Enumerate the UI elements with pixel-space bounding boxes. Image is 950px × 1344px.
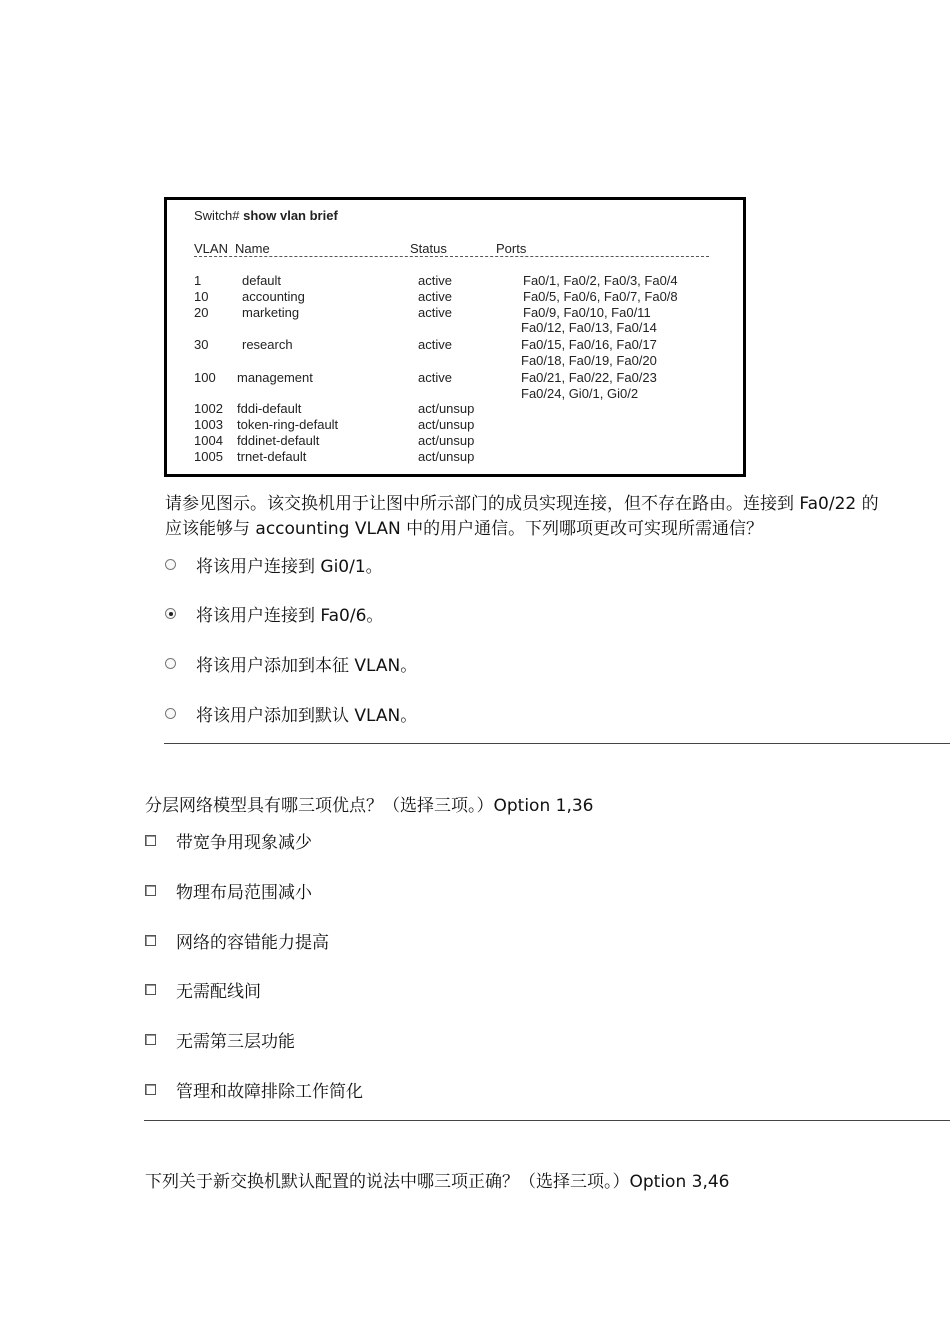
option-label: 将该用户添加到默认 VLAN。 [196,706,418,726]
row-vlan: 1005 [194,449,223,464]
row-ports: Fa0/1, Fa0/2, Fa0/3, Fa0/4 [523,273,678,288]
question2-option-6[interactable] [145,1077,363,1102]
row-status: active [418,305,452,320]
exhibit-command: Switch# show vlan brief [194,208,338,223]
question1-option-3[interactable] [165,651,417,676]
row-name: default [242,273,282,288]
option-label: 无需配线间 [176,982,261,1002]
header-name: Name [235,241,270,256]
question1-text-line1: 请参见图示。该交换机用于让图中所示部门的成员实现连接，但不存在路由。连接到 Fa0/22 的 [165,494,879,514]
row-vlan: 1003 [194,417,223,432]
header-separator [194,256,709,257]
question2-option-4[interactable] [145,977,261,1002]
row-vlan: 1 [194,273,202,288]
radio-button[interactable] [165,559,176,570]
row-name: management [237,370,313,385]
option-label: 带宽争用现象减少 [176,833,312,853]
row-vlan: 1002 [194,401,223,416]
row-status: active [418,289,452,304]
question2-option-1[interactable] [145,828,312,853]
header-vlan: VLAN [194,241,228,256]
option-label: 将该用户连接到 Gi0/1。 [196,557,383,577]
row-vlan: 30 [194,337,209,352]
row-vlan: 1004 [194,433,223,448]
row-status: act/unsup [418,449,475,464]
row-vlan: 10 [194,289,209,304]
question1-option-4[interactable] [165,701,417,726]
row-ports: Fa0/9, Fa0/10, Fa0/11 [523,305,651,320]
checkbox[interactable] [145,835,156,846]
option-label: 网络的容错能力提高 [176,933,329,953]
radio-button[interactable] [165,708,176,719]
row-ports-continued: Fa0/18, Fa0/19, Fa0/20 [521,353,657,368]
row-status: act/unsup [418,401,475,416]
divider [144,1120,950,1121]
radio-button[interactable] [165,658,176,669]
row-name: fddi-default [237,401,302,416]
row-vlan: 20 [194,305,209,320]
checkbox[interactable] [145,885,156,896]
question2-text: 分层网络模型具有哪三项优点？（选择三项。）Option 1,36 [145,796,594,816]
row-vlan: 100 [194,370,216,385]
row-ports: Fa0/21, Fa0/22, Fa0/23 [521,370,657,385]
row-ports-continued: Fa0/24, Gi0/1, Gi0/2 [521,386,639,401]
row-name: fddinet-default [237,433,320,448]
checkbox[interactable] [145,935,156,946]
checkbox[interactable] [145,984,156,995]
option-label: 将该用户连接到 Fa0/6。 [196,606,384,626]
row-status: active [418,337,452,352]
option-label: 将该用户添加到本征 VLAN。 [196,656,418,676]
option-label: 无需第三层功能 [176,1032,295,1052]
question2-option-3[interactable] [145,928,329,953]
question1-option-1[interactable] [165,552,383,577]
question1-option-2[interactable] [165,601,383,626]
row-status: active [418,370,452,385]
radio-button-selected[interactable] [165,608,176,619]
row-name: accounting [242,289,305,304]
row-status: active [418,273,452,288]
vlan-exhibit [164,197,746,477]
question2-option-2[interactable] [145,878,312,903]
row-name: research [242,337,293,352]
question3-text: 下列关于新交换机默认配置的说法中哪三项正确？（选择三项。）Option 3,46 [145,1172,730,1192]
row-status: act/unsup [418,433,475,448]
question1-text-line2: 应该能够与 accounting VLAN 中的用户通信。下列哪项更改可实现所需通信？ [165,519,764,539]
option-label: 物理布局范围减小 [176,883,312,903]
row-ports: Fa0/15, Fa0/16, Fa0/17 [521,337,657,352]
row-name: trnet-default [237,449,307,464]
row-name: token-ring-default [237,417,339,432]
header-ports: Ports [496,241,527,256]
row-ports: Fa0/5, Fa0/6, Fa0/7, Fa0/8 [523,289,678,304]
row-name: marketing [242,305,300,320]
row-status: act/unsup [418,417,475,432]
header-status: Status [410,241,447,256]
divider [164,743,950,744]
checkbox[interactable] [145,1034,156,1045]
row-ports-continued: Fa0/12, Fa0/13, Fa0/14 [521,320,657,335]
question2-option-5[interactable] [145,1027,295,1052]
option-label: 管理和故障排除工作简化 [176,1082,363,1102]
checkbox[interactable] [145,1084,156,1095]
